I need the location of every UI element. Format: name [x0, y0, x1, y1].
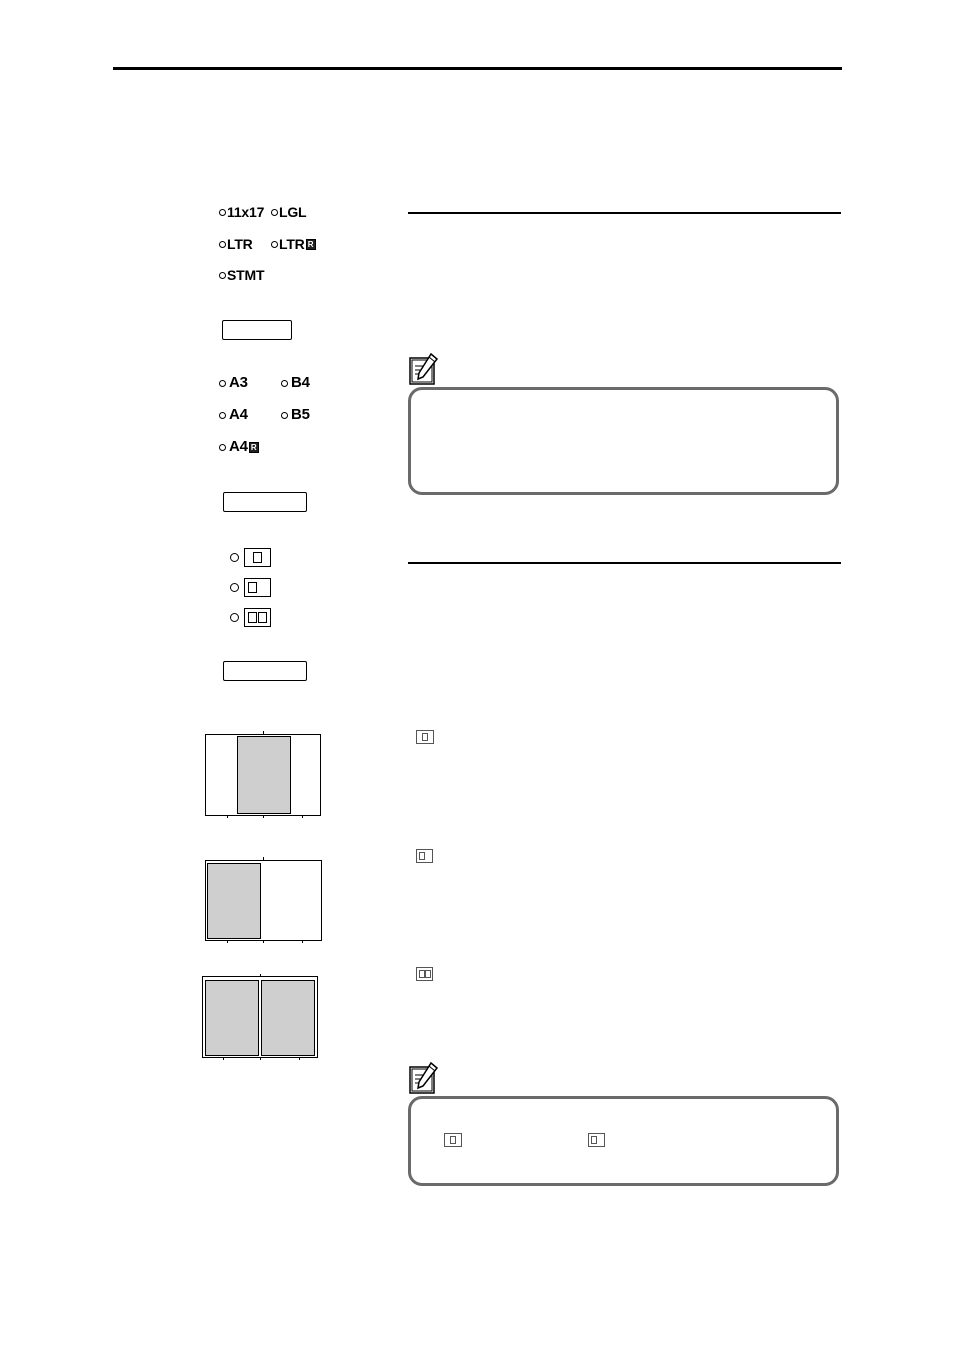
size-option-a4-rotated[interactable]: A4 R	[219, 438, 259, 456]
size-option-ltr-rotated[interactable]: LTR R	[271, 235, 316, 253]
size-option-b5[interactable]: B5	[281, 406, 310, 424]
size-option-b4[interactable]: B4	[281, 374, 310, 392]
single-center-layout-icon	[444, 1133, 462, 1147]
inch-size-row-3	[219, 266, 339, 284]
inch-size-row-1	[219, 203, 339, 221]
single-center-layout-icon	[244, 548, 271, 567]
metric-size-row-1	[219, 374, 339, 392]
note-icon	[409, 1061, 439, 1094]
note-box-1	[408, 387, 839, 495]
indicator-led	[219, 241, 226, 248]
layout-option-single-center[interactable]	[230, 548, 271, 567]
layout-option-single-left[interactable]	[230, 578, 271, 597]
page-sheet-right	[261, 980, 315, 1056]
section-rule-2	[408, 562, 841, 564]
size-option-lgl[interactable]: LGL	[271, 203, 306, 221]
size-option-11x17[interactable]: 11x17	[219, 203, 264, 221]
metric-size-row-2	[219, 406, 339, 424]
single-left-layout-icon	[588, 1133, 605, 1147]
indicator-led	[219, 272, 226, 279]
diagram-single-left	[205, 860, 322, 941]
size-option-a4[interactable]: A4	[219, 406, 248, 424]
indicator-led	[219, 209, 226, 216]
indicator-led	[219, 412, 226, 419]
diagram-single-center	[205, 734, 321, 816]
single-left-layout-icon	[416, 849, 433, 863]
paper-size-key-inch[interactable]	[222, 320, 292, 340]
note-box-2	[408, 1096, 839, 1186]
single-left-layout-icon	[244, 578, 271, 597]
indicator-led	[281, 412, 288, 419]
layout-key[interactable]	[223, 661, 307, 681]
metric-size-row-3	[219, 438, 339, 456]
indicator-led	[281, 380, 288, 387]
indicator-led	[230, 553, 239, 562]
layout-option-two-up[interactable]	[230, 608, 271, 627]
rotated-mark: R	[249, 442, 259, 453]
header-rule	[113, 67, 842, 70]
inch-size-row-2	[219, 235, 339, 253]
paper-size-key-metric[interactable]	[223, 492, 307, 512]
size-option-ltr[interactable]: LTR	[219, 235, 253, 253]
indicator-led	[230, 613, 239, 622]
page-sheet	[207, 863, 261, 939]
page-sheet	[237, 736, 291, 814]
single-center-layout-icon	[416, 730, 434, 744]
page-sheet-left	[205, 980, 259, 1056]
section-rule-1	[408, 212, 841, 214]
indicator-led	[271, 209, 278, 216]
indicator-led	[271, 241, 278, 248]
size-option-stmt[interactable]: STMT	[219, 266, 264, 284]
rotated-mark: R	[306, 239, 316, 250]
note-icon	[409, 352, 439, 385]
two-up-layout-icon	[416, 967, 433, 981]
diagram-two-up	[202, 976, 318, 1058]
two-up-layout-icon	[244, 608, 271, 627]
size-option-a3[interactable]: A3	[219, 374, 248, 392]
indicator-led	[230, 583, 239, 592]
indicator-led	[219, 380, 226, 387]
indicator-led	[219, 444, 226, 451]
